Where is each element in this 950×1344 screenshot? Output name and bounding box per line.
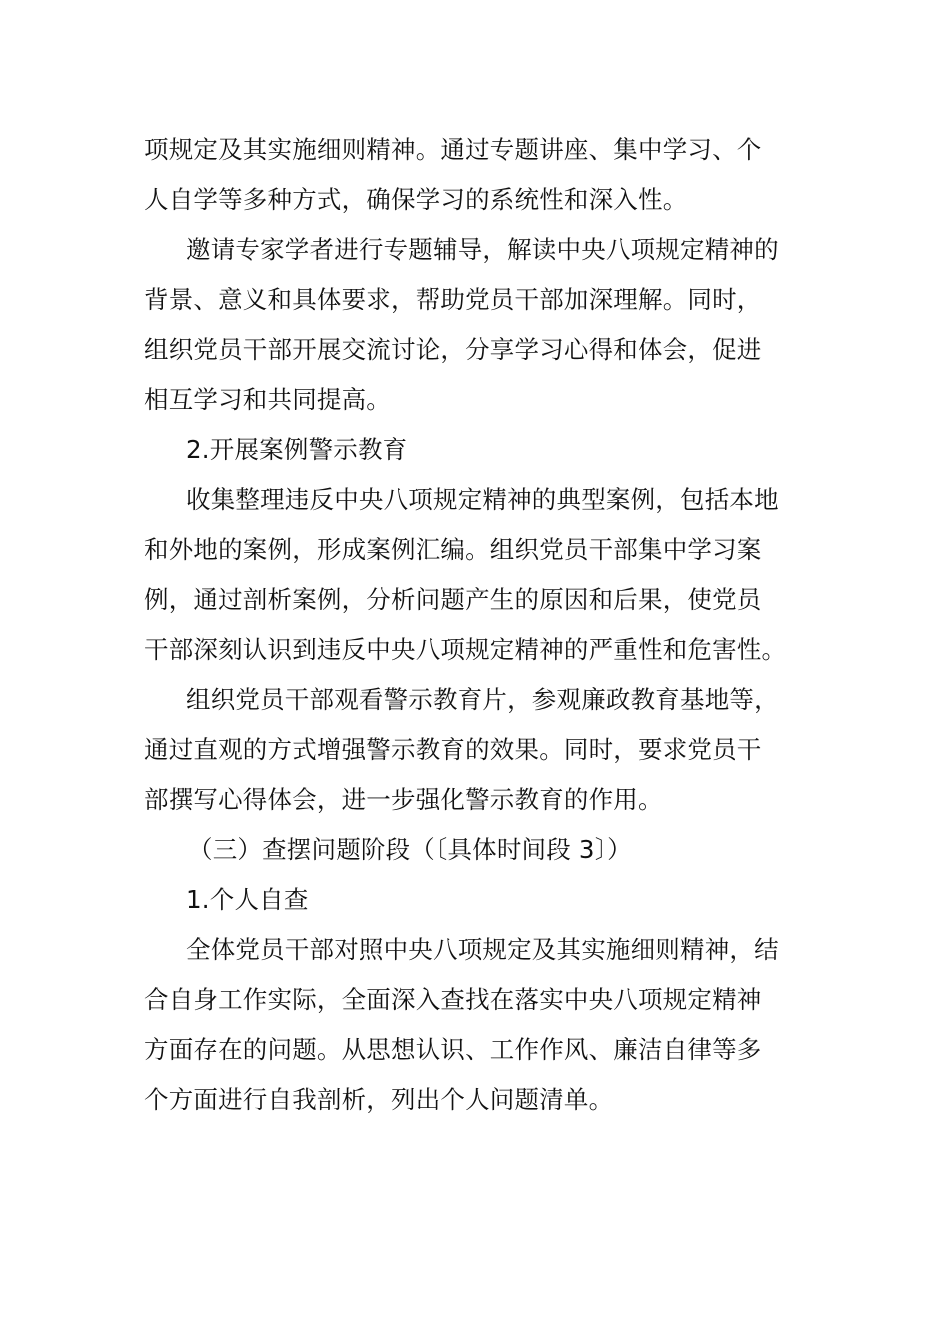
paragraph-line: 通过直观的方式增强警示教育的效果。同时，要求党员干 — [144, 735, 762, 764]
paragraph-line: 邀请专家学者进行专题辅导，解读中央八项规定精神的 — [186, 235, 779, 264]
paragraph-line: 项规定及其实施细则精神。通过专题讲座、集中学习、个 — [144, 135, 762, 164]
paragraph-line: 干部深刻认识到违反中央八项规定精神的严重性和危害性。 — [144, 635, 787, 664]
paragraph-line: 合自身工作实际，全面深入查找在落实中央八项规定精神 — [144, 985, 762, 1014]
paragraph-line: 人自学等多种方式，确保学习的系统性和深入性。 — [144, 185, 688, 214]
paragraph-line: 相互学习和共同提高。 — [144, 385, 391, 414]
paragraph-line: 收集整理违反中央八项规定精神的典型案例，包括本地 — [186, 485, 779, 514]
paragraph-line: 组织党员干部观看警示教育片，参观廉政教育基地等， — [186, 685, 779, 714]
paragraph-line: 方面存在的问题。从思想认识、工作作风、廉洁自律等多 — [144, 1035, 762, 1064]
paragraph-line: 个方面进行自我剖析，列出个人问题清单。 — [144, 1085, 614, 1114]
paragraph-line: 例，通过剖析案例，分析问题产生的原因和后果，使党员 — [144, 585, 762, 614]
paragraph-line: 和外地的案例，形成案例汇编。组织党员干部集中学习案 — [144, 535, 762, 564]
paragraph-line: 部撰写心得体会，进一步强化警示教育的作用。 — [144, 785, 663, 814]
section-heading: 1.个人自查 — [186, 885, 309, 914]
section-heading: 2.开展案例警示教育 — [186, 435, 408, 464]
section-heading: （三）查摆问题阶段（〔具体时间段 3〕） — [188, 835, 632, 864]
paragraph-line: 背景、意义和具体要求，帮助党员干部加深理解。同时， — [144, 285, 762, 314]
paragraph-line: 组织党员干部开展交流讨论，分享学习心得和体会，促进 — [144, 335, 762, 364]
paragraph-line: 全体党员干部对照中央八项规定及其实施细则精神，结 — [186, 935, 779, 964]
